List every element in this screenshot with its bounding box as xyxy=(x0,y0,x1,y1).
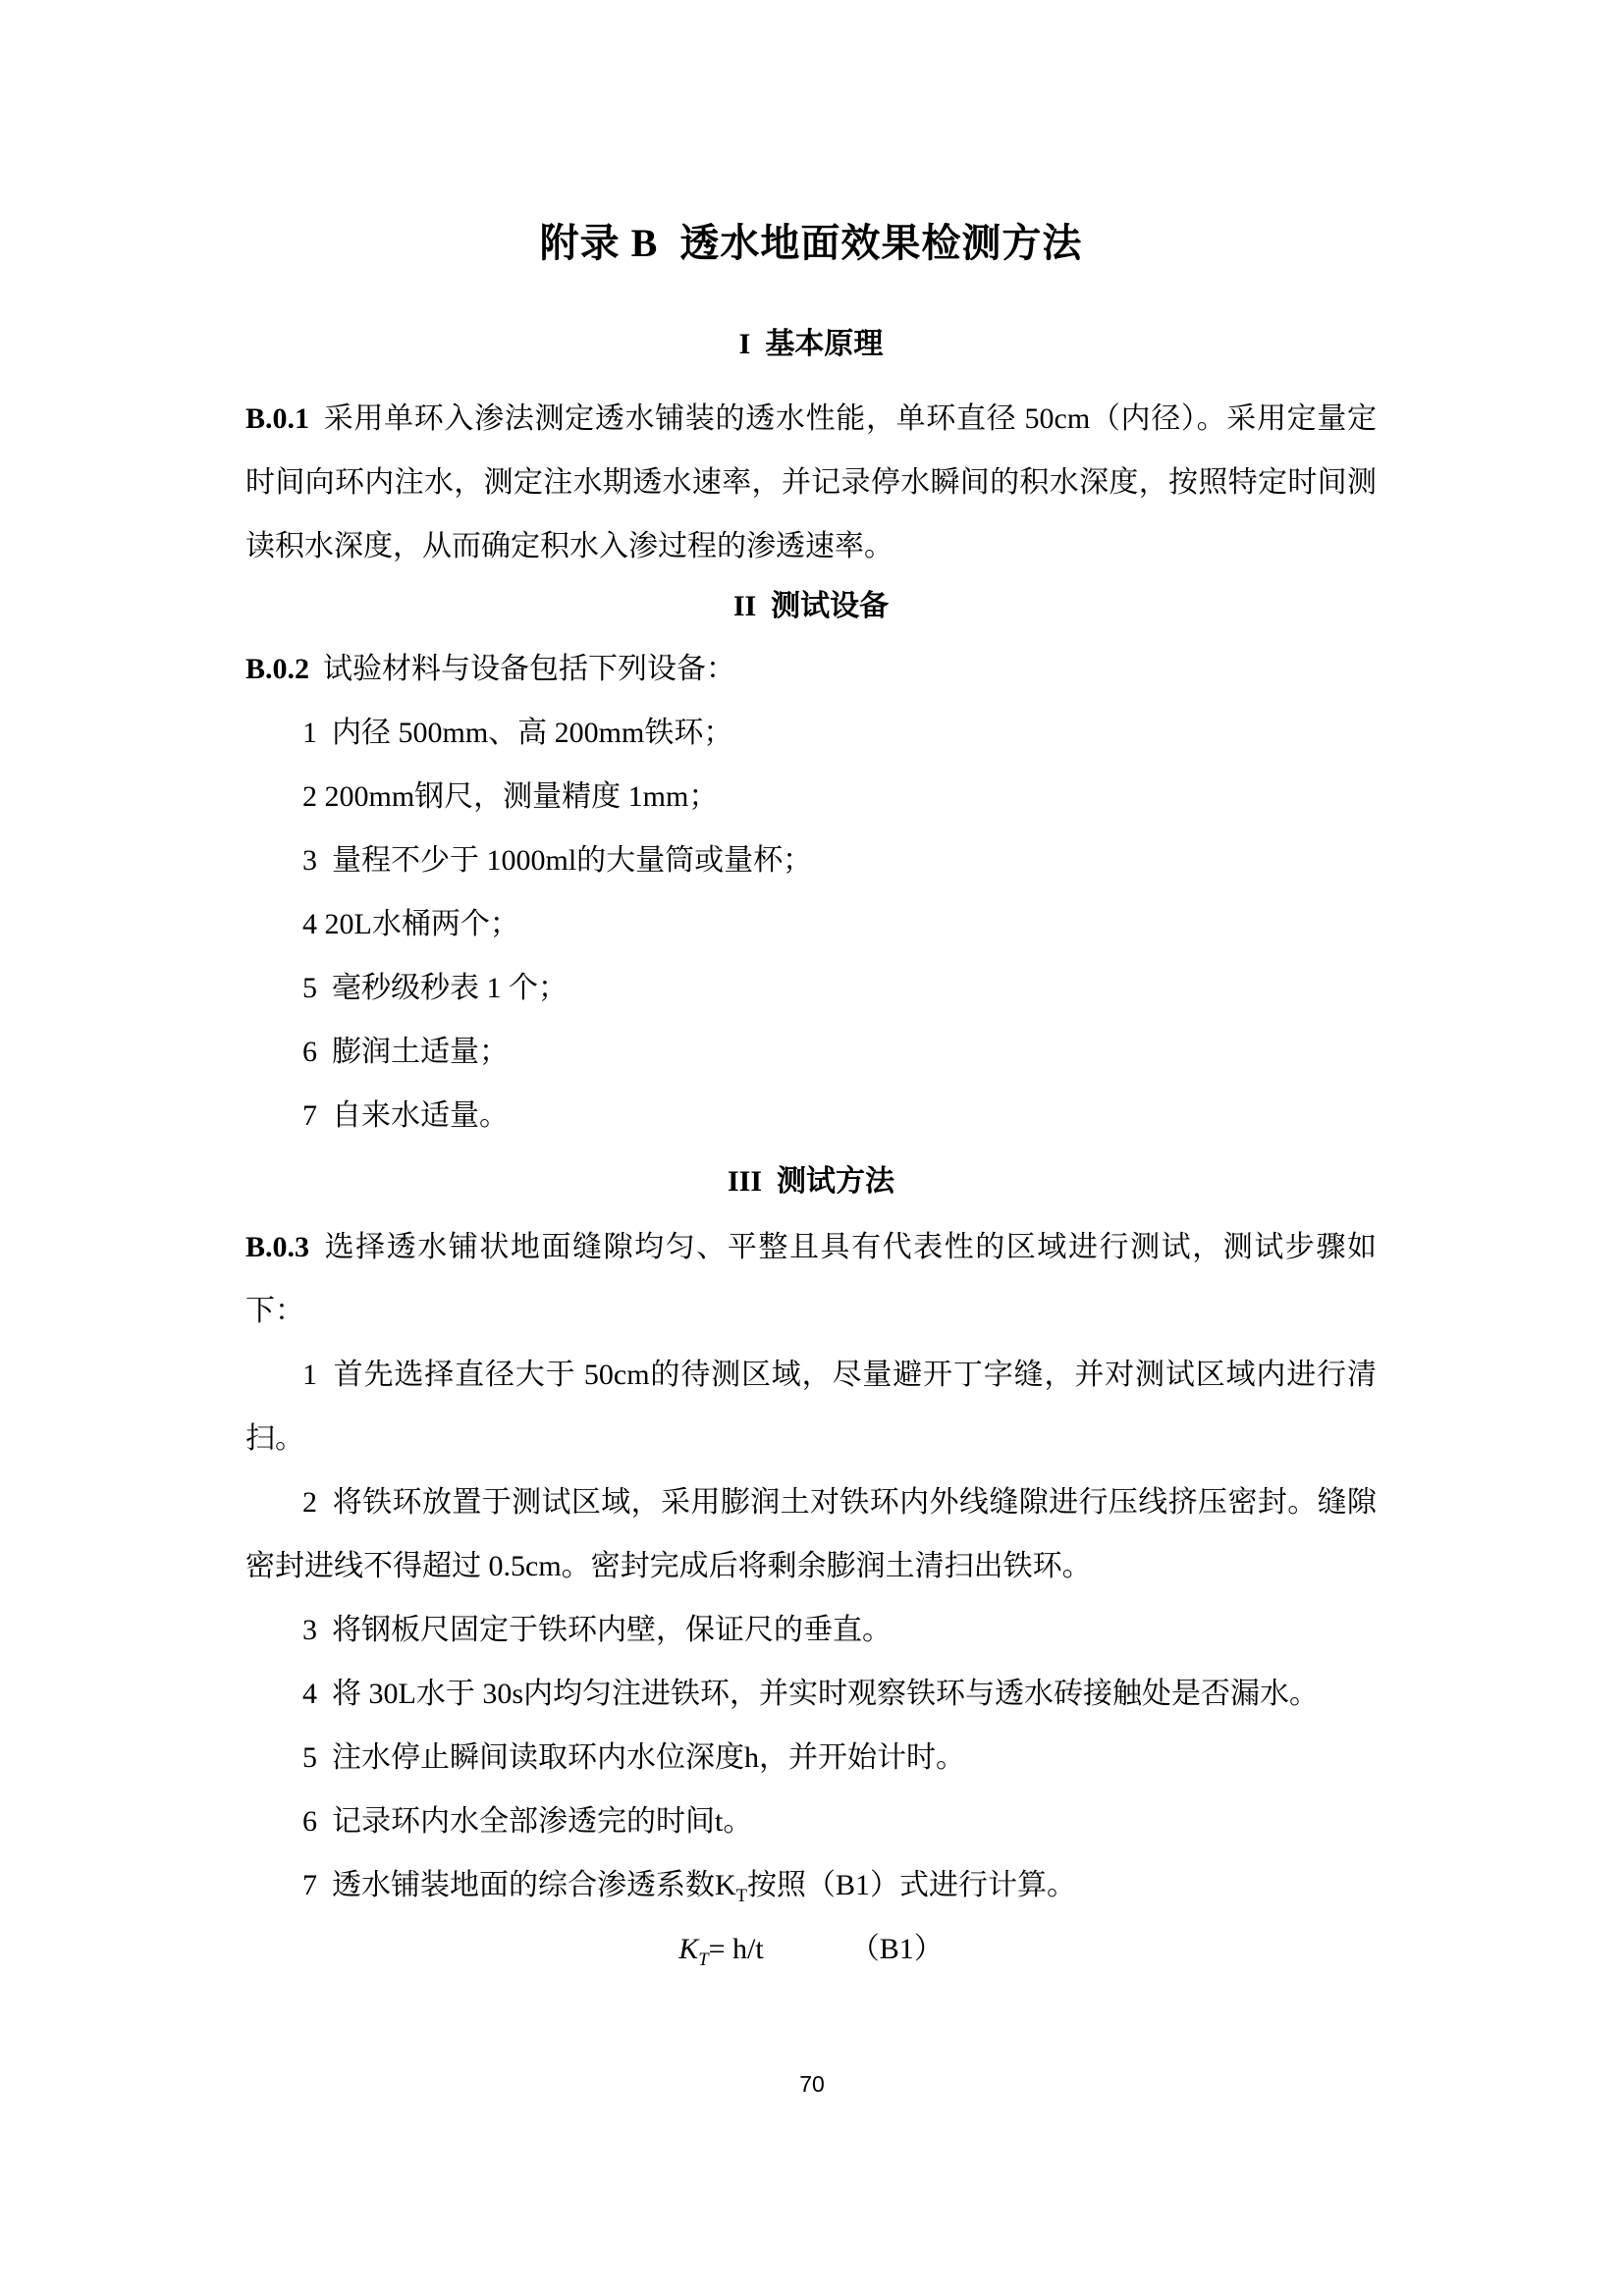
formula-subscript-t: T xyxy=(698,1949,709,1970)
equipment-item-6: 6 膨润土适量； xyxy=(302,1036,509,1068)
method-step-7 xyxy=(245,1853,1377,1917)
section-heading-basic-principle: I 基本原理 xyxy=(738,328,884,360)
method-step-7-subscript: T xyxy=(735,1886,748,1906)
method-step-7-text-after: 按照（B1）式进行计算。 xyxy=(747,1869,1077,1901)
method-step-4: 4 将 30L水于 30s内均匀注进铁环，并实时观察铁环与透水砖接触处是否漏水。 xyxy=(302,1678,1319,1710)
clause-b03-text: 选择透水铺状地面缝隙均匀、平整且具有代表性的区域进行测试，测试步骤如下： xyxy=(245,1231,1377,1327)
clause-b02-text: 试验材料与设备包括下列设备： xyxy=(323,653,736,685)
method-step-2: 2 将铁环放置于测试区域，采用膨润土对铁环内外线缝隙进行压线挤压密封。缝隙密封进线不得超过 0.5cm。密封完成后将剩余膨润土清扫出铁环。 xyxy=(245,1486,1377,1582)
equipment-item-1: 1 内径 500mm、高 200mm铁环； xyxy=(302,717,733,749)
formula-number: （B1） xyxy=(849,1933,944,1965)
formula-body: = h/t xyxy=(708,1933,764,1965)
clause-b01-text: 采用单环入渗法测定透水铺装的透水性能，单环直径 50cm（内径）。采用定量定时间向环内注水，测定注水期透水速率，并记录停水瞬间的积水深度，按照特定时间测读积水深度，从而确定积水入渗过程的渗透速率。 xyxy=(245,402,1377,562)
formula-b1 xyxy=(245,1917,1377,1981)
equipment-item-3: 3 量程不少于 1000ml的大量筒或量杯； xyxy=(302,844,813,877)
equipment-item-7: 7 自来水适量。 xyxy=(302,1099,509,1132)
section-heading-test-equipment: II 测试设备 xyxy=(732,590,890,622)
section-heading-test-method: III 测试方法 xyxy=(727,1165,895,1198)
clause-b03-label: B.0.3 xyxy=(245,1231,310,1263)
method-step-3: 3 将钢板尺固定于铁环内壁，保证尺的垂直。 xyxy=(302,1614,892,1646)
appendix-title: 附录 B 透水地面效果检测方法 xyxy=(539,221,1083,265)
equipment-item-2: 2 200mm钢尺，测量精度 1mm； xyxy=(302,780,719,813)
formula-variable-k: K xyxy=(678,1933,699,1965)
clause-b01 xyxy=(245,387,1377,578)
equipment-item-5: 5 毫秒级秒表 1 个； xyxy=(302,972,568,1004)
clause-b03 xyxy=(245,1215,1377,1343)
method-step-1: 1 首先选择直径大于 50cm的待测区域，尽量避开丁字缝，并对测试区域内进行清扫。 xyxy=(245,1359,1377,1455)
equipment-item-4: 4 20L水桶两个； xyxy=(302,908,519,940)
method-step-7-text: 7 透水铺装地面的综合渗透系数K xyxy=(302,1869,736,1901)
clause-b02 xyxy=(245,637,1377,701)
clause-b02-label: B.0.2 xyxy=(245,653,310,685)
page-number: 70 xyxy=(799,2071,825,2097)
method-step-5: 5 注水停止瞬间读取环内水位深度h，并开始计时。 xyxy=(302,1741,965,1774)
clause-b01-label: B.0.1 xyxy=(245,402,310,435)
method-step-6: 6 记录环内水全部渗透完的时间t。 xyxy=(302,1805,753,1838)
